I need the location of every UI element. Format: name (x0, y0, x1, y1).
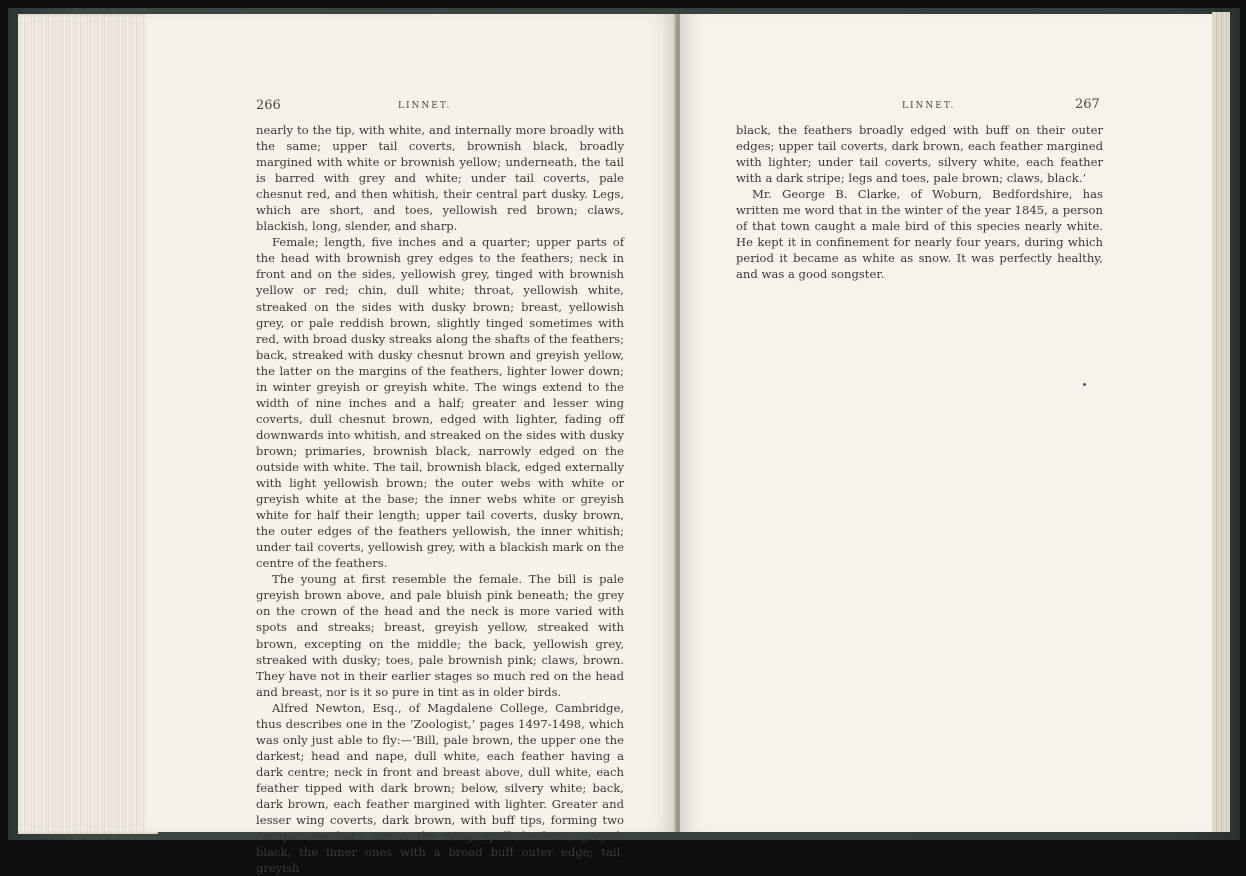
page-edges-right (1212, 12, 1230, 832)
paragraph: Mr. George B. Clarke, of Woburn, Bedfordshire, has written me word that in the winter of the year 1845, a person of that town caught a male bird of this species nearly white. He kept it in confinement for nearly four years, during which period it became as white as snow. It was perfectly healthy, and was a good songster. (736, 187, 1103, 282)
paragraph: Alfred Newton, Esq., of Magdalene College, Cambridge, thus describes one in the ‘Zoologist,’ pages 1497-1498, which was only just able to fly:—‘Bill, pale brown, the upper one the darkest; head and nape, dull white, each feather having a dark centre; neck in front and breast above, dull white, each feather tipped with dark brown; below, silvery white; back, dark brown, each feather margined with lighter. Greater and lesser wing coverts, dark brown, with buff tips, forming two conspicuous bars across the wing; quill feathers, greyish black, the inner ones with a broad buff outer edge; tail, greyish (256, 700, 624, 876)
page-number-left: 266 (256, 98, 281, 113)
running-head-right: LINNET. (902, 101, 956, 111)
page-number-right: 267 (1075, 97, 1100, 112)
paragraph: The young at first resemble the female. The bill is pale greyish brown above, and pale bluish pink beneath; the grey on the crown of the head and the neck is more varied with spots and streaks; breast, greyish yellow, streaked with brown, excepting on the middle; the back, yellowish grey, streaked with dusky; toes, pale brownish pink; claws, brown. They have not in their earlier stages so much red on the head and breast, nor is it so pure in tint as in older birds. (256, 572, 624, 699)
left-page-body (256, 122, 624, 876)
running-head-left: LINNET. (398, 101, 452, 111)
ink-speck (1083, 383, 1086, 386)
page-edges-left (18, 14, 158, 834)
paragraph: Female; length, five inches and a quarter; upper parts of the head with brownish grey edges to the feathers; neck in front and on the sides, yellowish grey, tinged with brownish yellow or red; chin, dull white; throat, yellowish white, streaked on the sides with dusky brown; breast, yellowish grey, or pale reddish brown, slightly tinged sometimes with red, with broad dusky streaks along the shafts of the feathers; back, streaked with dusky chesnut brown and greyish yellow, the latter on the margins of the feathers, lighter lower down; in winter greyish or greyish white. The wings extend to the width of nine inches and a half; greater and lesser wing coverts, dull chesnut brown, edged with lighter, fading off downwards into whitish, and streaked on the sides with dusky brown; primaries, brownish black, narrowly edged on the outside with white. The tail, brownish black, edged externally with light yellowish brown; the outer webs with white or greyish white at the base; the inner webs white or greyish white for half their length; upper tail coverts, dusky brown, the outer edges of the feathers yellowish, the inner whitish; under tail coverts, yellowish grey, with a blackish mark on the centre of the feathers. (256, 235, 624, 571)
paragraph: nearly to the tip, with white, and internally more broadly with the same; upper tail coverts, brownish black, broadly margined with white or brownish yellow; underneath, the tail is barred with grey and white; under tail coverts, pale chesnut red, and then whitish, their central part dusky. Legs, which are short, and toes, yellowish red brown; claws, blackish, long, slender, and sharp. (256, 123, 624, 234)
right-page-body (736, 122, 1103, 282)
paragraph: black, the feathers broadly edged with buff on their outer edges; upper tail coverts, dark brown, each feather margined with lighter; under tail coverts, silvery white, each feather with a dark stripe; legs and toes, pale brown; claws, black.’ (736, 123, 1103, 186)
